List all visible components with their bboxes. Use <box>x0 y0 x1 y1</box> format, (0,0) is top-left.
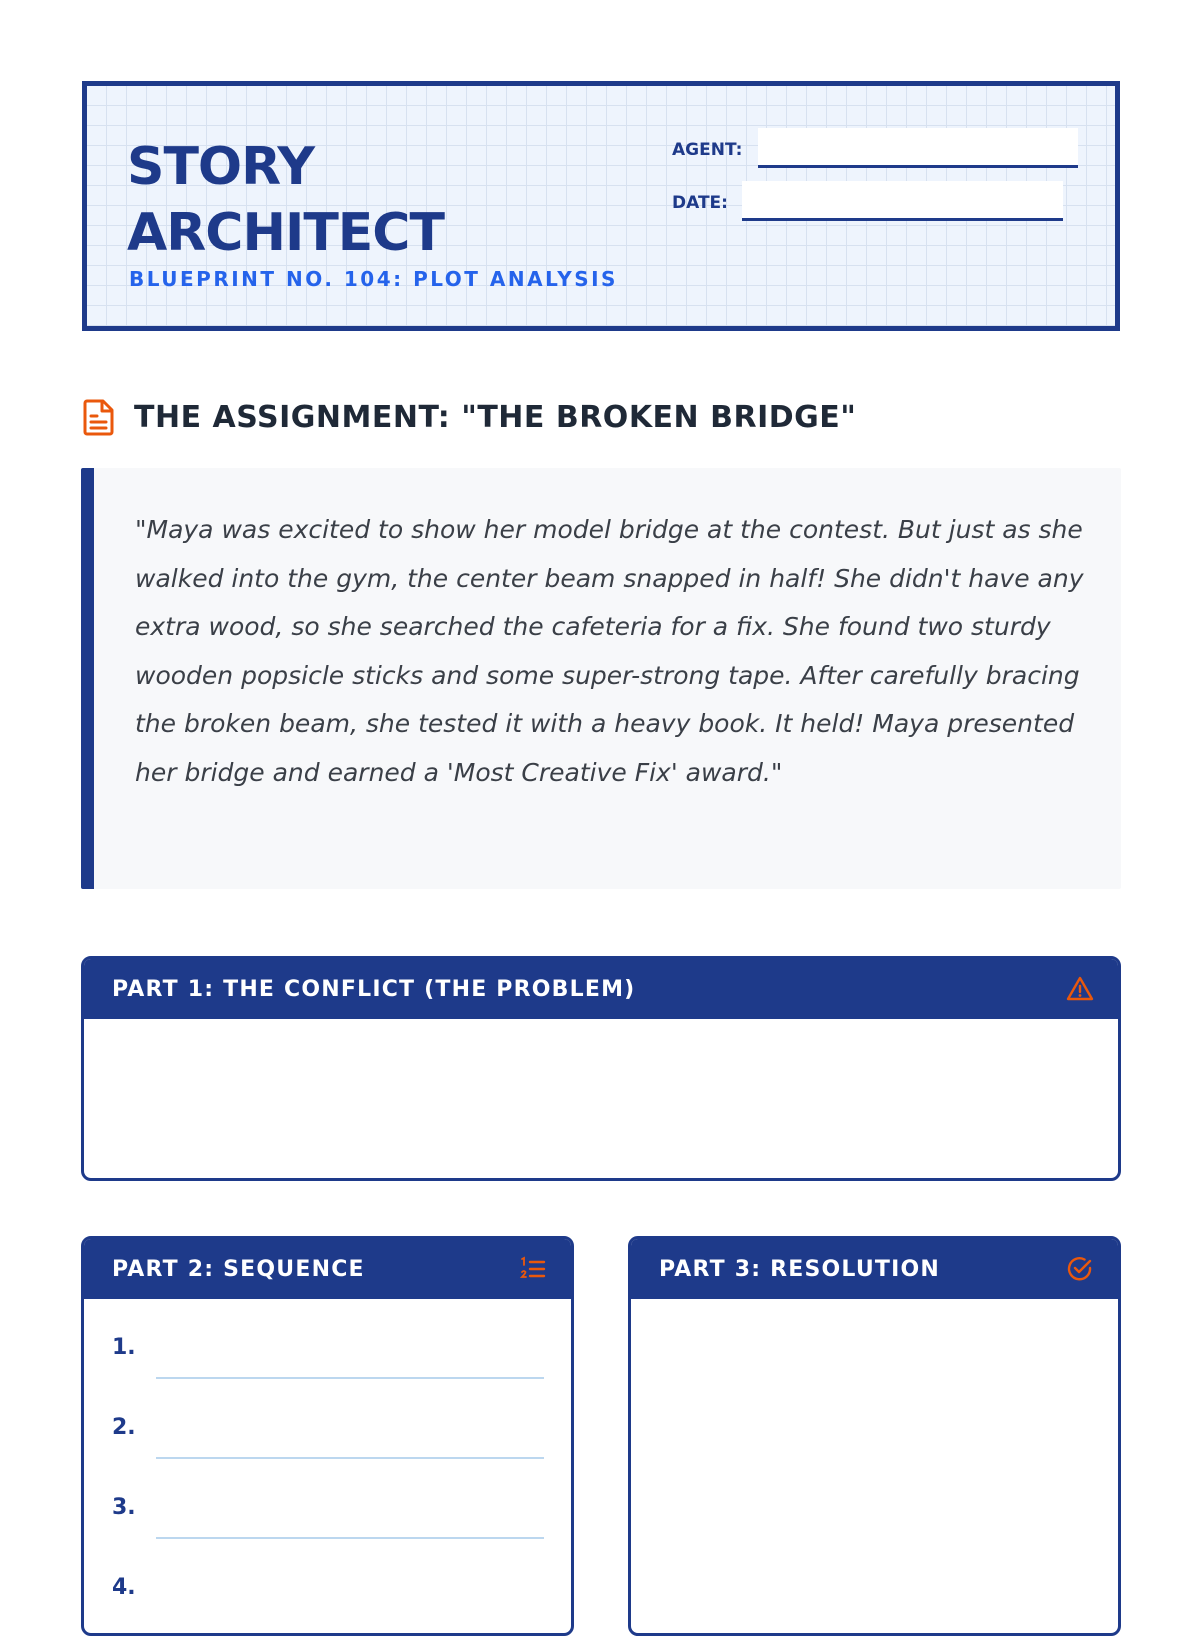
title-line-1: STORY <box>127 137 314 197</box>
sequence-item-1: 1. <box>112 1335 136 1360</box>
part3-header <box>631 1239 1118 1299</box>
blueprint-header <box>82 81 1120 331</box>
part3-panel <box>628 1236 1121 1636</box>
part1-panel <box>81 956 1121 1181</box>
story-quote-box <box>81 468 1121 889</box>
date-label: DATE: <box>672 193 728 213</box>
sequence-item-4: 4. <box>112 1575 136 1600</box>
story-text: "Maya was excited to show her model bridge at the contest. But just as she walked into the gym, the center beam snapped in half! She didn't have any extra wood, so she searched the cafeteria for a fix. She found two sturdy wooden popsicle sticks and some super-strong tape. After carefully bracing the broken beam, she tested it with a heavy book. It held! Maya presented her bridge and earned a 'Most Creative Fix' award." <box>135 515 1084 787</box>
part3-answer-area[interactable] <box>631 1299 1118 1633</box>
part1-header <box>84 959 1118 1019</box>
sequence-item-3: 3. <box>112 1495 136 1520</box>
sequence-line-1[interactable] <box>156 1377 544 1379</box>
part1-answer-area[interactable] <box>84 1019 1118 1178</box>
date-field[interactable] <box>742 181 1063 221</box>
warning-icon <box>1066 975 1094 1003</box>
numbered-list-icon <box>519 1255 547 1283</box>
sequence-line-2[interactable] <box>156 1457 544 1459</box>
sequence-item-2: 2. <box>112 1415 136 1440</box>
part1-title: PART 1: THE CONFLICT (THE PROBLEM) <box>112 977 636 1002</box>
part2-title: PART 2: SEQUENCE <box>112 1257 365 1282</box>
assignment-title: THE ASSIGNMENT: "THE BROKEN BRIDGE" <box>134 400 857 435</box>
blueprint-subtitle: BLUEPRINT NO. 104: PLOT ANALYSIS <box>129 267 618 291</box>
part2-header <box>84 1239 571 1299</box>
agent-label: AGENT: <box>672 140 743 160</box>
part3-title: PART 3: RESOLUTION <box>659 1257 941 1282</box>
agent-field[interactable] <box>758 128 1078 168</box>
title-line-2: ARCHITECT <box>127 203 444 263</box>
sequence-line-3[interactable] <box>156 1537 544 1539</box>
document-icon <box>82 398 116 436</box>
check-circle-icon <box>1066 1255 1094 1283</box>
part2-panel <box>81 1236 574 1636</box>
